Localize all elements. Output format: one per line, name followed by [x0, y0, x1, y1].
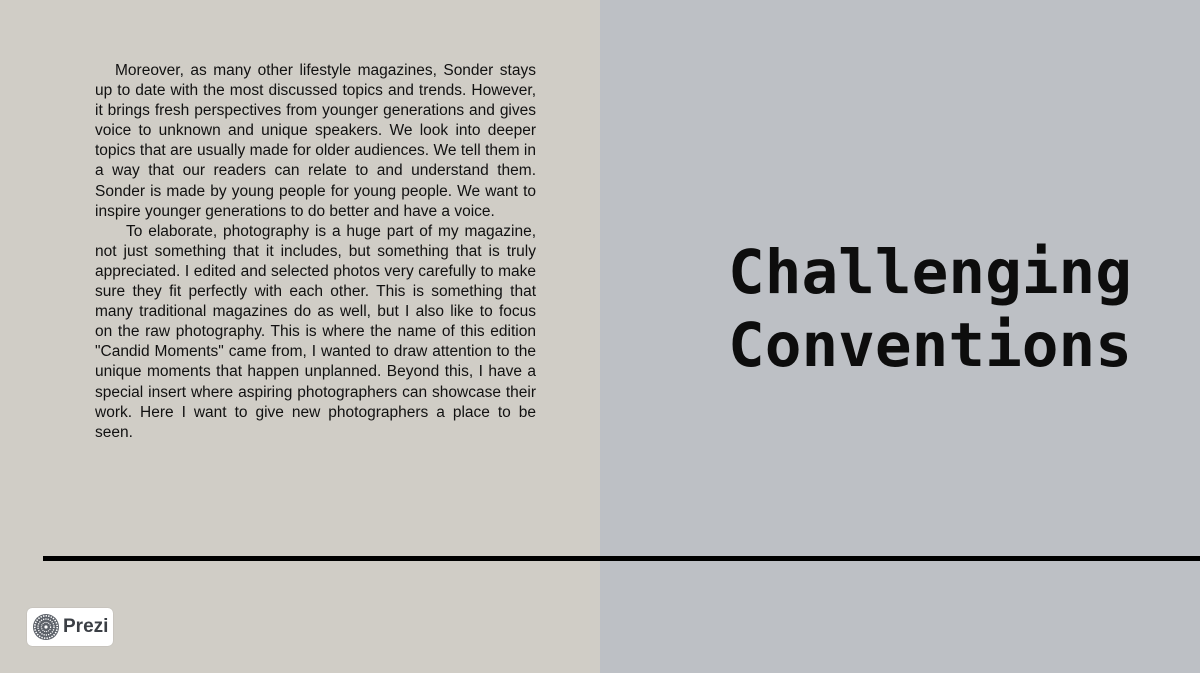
prezi-badge[interactable]	[27, 608, 113, 646]
heading-line-2: Conventions	[728, 310, 1132, 381]
prezi-logo-icon	[32, 613, 60, 641]
divider-line	[43, 556, 1200, 561]
paragraph-photography: To elaborate, photography is a huge part of my magazine, not just something that it includes, but something that is truly appreciated. I edited and selected photos very carefully to make sure they fit perfectly with each other. This is something that many traditional magazines do as well, but I also like to focus on the raw photography. This is where the name of this edition "Candid Moments" came from, I wanted to draw attention to the unique moments that happen unplanned. Beyond this, I have a special insert where aspiring photographers can showcase their work. Here I want to give new photographers a place to be seen.	[95, 222, 536, 441]
prezi-label: Prezi	[63, 616, 109, 637]
body-text	[95, 61, 536, 443]
heading-line-1: Challenging	[728, 237, 1132, 308]
slide-heading	[700, 236, 1160, 382]
paragraph-intro: Moreover, as many other lifestyle magazines, Sonder stays up to date with the most discussed topics and trends. However, it brings fresh perspectives from younger generations and gives voice to unknown and unique speakers. We look into deeper topics that are usually made for older audiences. We tell them in a way that our readers can relate to and understand them. Sonder is made by young people for young people. We want to inspire younger generations to do better and have a voice.	[95, 62, 536, 220]
